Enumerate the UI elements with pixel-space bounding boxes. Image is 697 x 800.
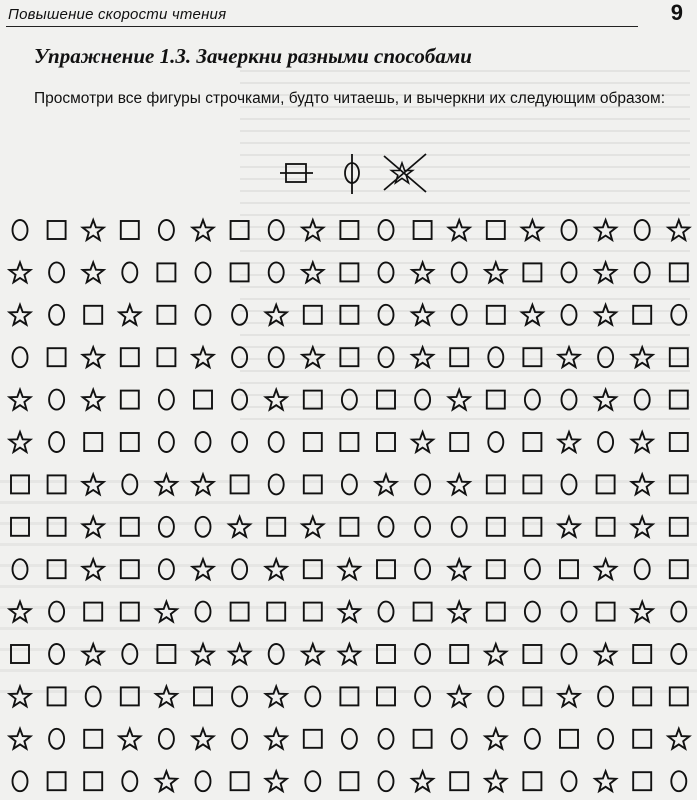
circle-shape	[452, 262, 467, 282]
square-shape	[267, 518, 285, 536]
square-shape	[414, 730, 432, 748]
circle-shape	[196, 517, 211, 537]
square-shape	[377, 391, 395, 409]
square-shape	[340, 263, 358, 281]
circle-shape	[415, 390, 430, 410]
square-shape	[377, 560, 395, 578]
square-shape	[597, 603, 615, 621]
circle-shape	[525, 390, 540, 410]
circle-shape	[269, 644, 284, 664]
square-shape	[450, 645, 468, 663]
square-shape	[560, 560, 578, 578]
square-shape	[633, 645, 651, 663]
square-shape	[487, 603, 505, 621]
circle-shape	[269, 262, 284, 282]
square-shape	[121, 603, 139, 621]
circle-shape	[379, 771, 394, 791]
circle-shape	[232, 305, 247, 325]
star-shape	[632, 517, 653, 537]
circle-shape	[562, 474, 577, 494]
square-shape	[633, 306, 651, 324]
star-shape	[412, 432, 433, 452]
star-shape	[193, 729, 214, 749]
star-shape	[119, 305, 140, 325]
circle-shape	[452, 517, 467, 537]
square-shape	[121, 687, 139, 705]
star-shape	[376, 474, 397, 494]
circle-shape	[379, 517, 394, 537]
square-shape	[450, 348, 468, 366]
circle-shape	[671, 644, 686, 664]
star-shape	[668, 220, 689, 240]
circle-shape	[598, 729, 613, 749]
circle-shape	[415, 686, 430, 706]
star-shape	[595, 559, 616, 579]
star-shape	[156, 686, 177, 706]
star-shape	[559, 517, 580, 537]
square-shape	[48, 518, 66, 536]
square-shape	[414, 221, 432, 239]
star-shape	[83, 559, 104, 579]
square-shape	[523, 433, 541, 451]
circle-shape	[13, 220, 28, 240]
circle-shape	[671, 305, 686, 325]
square-shape	[670, 475, 688, 493]
square-shape	[340, 433, 358, 451]
star-shape	[156, 602, 177, 622]
square-shape	[340, 306, 358, 324]
circle-shape	[342, 474, 357, 494]
circle-shape	[196, 432, 211, 452]
square-shape	[194, 391, 212, 409]
circle-shape	[269, 432, 284, 452]
star-shape	[449, 559, 470, 579]
running-head: Повышение скорости чтения	[8, 6, 227, 23]
star-shape	[193, 644, 214, 664]
circle-shape	[86, 686, 101, 706]
square-shape	[157, 263, 175, 281]
star-shape	[595, 644, 616, 664]
circle-shape	[232, 347, 247, 367]
square-shape	[304, 730, 322, 748]
star-shape	[10, 686, 31, 706]
star-shape	[449, 474, 470, 494]
square-shape	[487, 306, 505, 324]
circle-shape	[13, 347, 28, 367]
square-shape	[84, 730, 102, 748]
circle-shape	[562, 262, 577, 282]
star-shape	[668, 729, 689, 749]
circle-shape	[562, 644, 577, 664]
square-shape	[157, 645, 175, 663]
square-shape	[121, 433, 139, 451]
star-shape	[229, 517, 250, 537]
square-shape	[523, 475, 541, 493]
square-shape	[267, 603, 285, 621]
circle-shape	[562, 771, 577, 791]
square-shape	[560, 730, 578, 748]
square-shape	[670, 391, 688, 409]
square-shape	[340, 772, 358, 790]
square-shape	[670, 560, 688, 578]
square-shape	[157, 348, 175, 366]
star-shape	[10, 729, 31, 749]
circle-shape	[415, 559, 430, 579]
circle-shape	[562, 220, 577, 240]
square-shape	[523, 263, 541, 281]
circle-shape	[488, 686, 503, 706]
circle-shape	[13, 771, 28, 791]
circle-shape	[305, 686, 320, 706]
square-shape	[450, 433, 468, 451]
square-shape	[523, 687, 541, 705]
circle-shape	[269, 220, 284, 240]
star-shape	[229, 644, 250, 664]
square-shape	[633, 772, 651, 790]
square-shape	[450, 772, 468, 790]
star-shape	[193, 347, 214, 367]
circle-shape	[379, 305, 394, 325]
circle-shape	[379, 602, 394, 622]
page-number: 9	[670, 0, 683, 25]
circle-shape	[305, 771, 320, 791]
circle-shape	[525, 602, 540, 622]
circle-shape	[232, 432, 247, 452]
star-shape	[559, 686, 580, 706]
square-shape	[633, 730, 651, 748]
star-shape	[412, 262, 433, 282]
circle-shape	[122, 262, 137, 282]
star-shape	[485, 262, 506, 282]
square-shape	[523, 518, 541, 536]
circle-shape	[379, 262, 394, 282]
star-shape	[412, 305, 433, 325]
star-shape	[302, 644, 323, 664]
circle-shape	[379, 729, 394, 749]
square-shape	[48, 772, 66, 790]
square-shape	[84, 306, 102, 324]
exercise-instruction: Просмотри все фигуры строчками, будто читаешь, и вычеркни их следующим образом:	[34, 90, 666, 107]
star-shape	[83, 347, 104, 367]
square-shape	[304, 433, 322, 451]
circle-shape	[452, 729, 467, 749]
square-shape	[231, 772, 249, 790]
square-shape	[121, 391, 139, 409]
square-shape	[121, 560, 139, 578]
star-shape	[339, 559, 360, 579]
square-shape	[670, 518, 688, 536]
star-shape	[266, 686, 287, 706]
square-shape	[304, 603, 322, 621]
square-shape	[377, 645, 395, 663]
circle-shape	[635, 220, 650, 240]
star-shape	[595, 390, 616, 410]
square-shape	[84, 772, 102, 790]
star-shape	[83, 390, 104, 410]
star-shape	[302, 220, 323, 240]
circle-shape	[452, 305, 467, 325]
square-shape	[48, 221, 66, 239]
circle-shape	[159, 220, 174, 240]
circle-shape	[598, 347, 613, 367]
circle-shape	[232, 729, 247, 749]
star-shape	[266, 729, 287, 749]
square-shape	[157, 306, 175, 324]
square-shape	[84, 603, 102, 621]
star-shape	[193, 474, 214, 494]
square-shape	[523, 772, 541, 790]
star-shape	[595, 262, 616, 282]
square-shape	[11, 475, 29, 493]
square-shape	[377, 433, 395, 451]
circle-shape	[196, 262, 211, 282]
square-shape	[11, 645, 29, 663]
star-shape	[632, 474, 653, 494]
star-shape	[339, 602, 360, 622]
circle-shape	[49, 729, 64, 749]
star-shape	[485, 729, 506, 749]
square-shape	[670, 263, 688, 281]
star-shape	[119, 729, 140, 749]
circle-shape	[342, 390, 357, 410]
circle-shape	[122, 474, 137, 494]
star-shape	[83, 644, 104, 664]
square-shape	[633, 687, 651, 705]
circle-shape	[159, 517, 174, 537]
square-shape	[670, 348, 688, 366]
star-shape	[559, 347, 580, 367]
circle-shape	[159, 432, 174, 452]
circle-shape	[635, 262, 650, 282]
circle-shape	[671, 771, 686, 791]
star-shape	[266, 305, 287, 325]
circle-shape	[269, 347, 284, 367]
circle-shape	[13, 559, 28, 579]
circle-shape	[598, 686, 613, 706]
circle-shape	[196, 771, 211, 791]
square-shape	[670, 433, 688, 451]
square-shape	[414, 603, 432, 621]
circle-shape	[598, 432, 613, 452]
star-shape	[193, 220, 214, 240]
star-shape	[449, 602, 470, 622]
circle-shape	[159, 390, 174, 410]
square-shape	[487, 475, 505, 493]
square-shape	[304, 560, 322, 578]
star-shape	[522, 305, 543, 325]
circle-shape	[415, 644, 430, 664]
star-shape	[10, 390, 31, 410]
square-shape	[487, 221, 505, 239]
circle-shape	[379, 220, 394, 240]
star-shape	[339, 644, 360, 664]
circle-shape	[49, 390, 64, 410]
star-shape	[266, 390, 287, 410]
circle-shape	[122, 644, 137, 664]
star-shape	[595, 771, 616, 791]
star-shape	[632, 347, 653, 367]
circle-shape	[232, 390, 247, 410]
circle-shape	[49, 432, 64, 452]
star-shape	[559, 432, 580, 452]
square-shape	[304, 306, 322, 324]
circle-shape	[415, 517, 430, 537]
circle-shape	[562, 390, 577, 410]
circle-shape	[342, 729, 357, 749]
circle-shape	[49, 602, 64, 622]
circle-shape	[525, 559, 540, 579]
star-shape	[83, 220, 104, 240]
star-shape	[595, 305, 616, 325]
star-shape	[83, 474, 104, 494]
square-shape	[121, 221, 139, 239]
square-shape	[340, 687, 358, 705]
star-shape	[10, 262, 31, 282]
square-shape	[11, 518, 29, 536]
star-shape	[10, 602, 31, 622]
circle-shape	[415, 474, 430, 494]
square-shape	[304, 391, 322, 409]
star-shape	[632, 602, 653, 622]
star-shape	[10, 432, 31, 452]
star-shape	[595, 220, 616, 240]
circle-shape	[122, 771, 137, 791]
circle-shape	[49, 305, 64, 325]
square-shape	[597, 475, 615, 493]
circle-shape	[196, 305, 211, 325]
circle-shape	[562, 305, 577, 325]
star-shape	[193, 559, 214, 579]
square-shape	[597, 518, 615, 536]
star-shape	[485, 771, 506, 791]
circle-shape	[488, 347, 503, 367]
circle-shape	[269, 474, 284, 494]
square-shape	[48, 475, 66, 493]
square-shape	[121, 348, 139, 366]
circle-shape	[49, 644, 64, 664]
square-shape	[84, 433, 102, 451]
square-shape	[121, 518, 139, 536]
star-shape	[302, 517, 323, 537]
square-shape	[304, 475, 322, 493]
star-shape	[10, 305, 31, 325]
star-shape	[156, 474, 177, 494]
square-shape	[523, 348, 541, 366]
circle-shape	[196, 602, 211, 622]
star-shape	[302, 262, 323, 282]
square-shape	[340, 221, 358, 239]
square-shape	[231, 263, 249, 281]
square-shape	[487, 560, 505, 578]
square-shape	[670, 687, 688, 705]
star-shape	[449, 390, 470, 410]
circle-shape	[379, 347, 394, 367]
square-shape	[487, 518, 505, 536]
square-shape	[48, 348, 66, 366]
square-shape	[231, 603, 249, 621]
circle-shape	[562, 602, 577, 622]
star-shape	[83, 262, 104, 282]
star-shape	[266, 559, 287, 579]
star-shape	[449, 220, 470, 240]
square-shape	[340, 518, 358, 536]
square-shape	[48, 560, 66, 578]
star-shape	[412, 347, 433, 367]
star-shape	[632, 432, 653, 452]
circle-shape	[488, 432, 503, 452]
star-shape	[485, 644, 506, 664]
star-shape	[266, 771, 287, 791]
circle-shape	[525, 729, 540, 749]
star-shape	[302, 347, 323, 367]
circle-shape	[232, 686, 247, 706]
square-shape	[487, 391, 505, 409]
circle-shape	[635, 559, 650, 579]
square-shape	[340, 348, 358, 366]
square-shape	[523, 645, 541, 663]
star-shape	[449, 686, 470, 706]
exercise-title: Упражнение 1.3. Зачеркни разными способами	[34, 44, 472, 68]
star-shape	[412, 771, 433, 791]
circle-shape	[635, 390, 650, 410]
square-shape	[231, 221, 249, 239]
square-shape	[231, 475, 249, 493]
circle-shape	[49, 262, 64, 282]
square-shape	[194, 687, 212, 705]
square-shape	[48, 687, 66, 705]
circle-shape	[159, 729, 174, 749]
circle-shape	[671, 602, 686, 622]
circle-shape	[159, 559, 174, 579]
star-shape	[83, 517, 104, 537]
square-shape	[377, 687, 395, 705]
star-shape	[522, 220, 543, 240]
circle-shape	[232, 559, 247, 579]
star-shape	[156, 771, 177, 791]
